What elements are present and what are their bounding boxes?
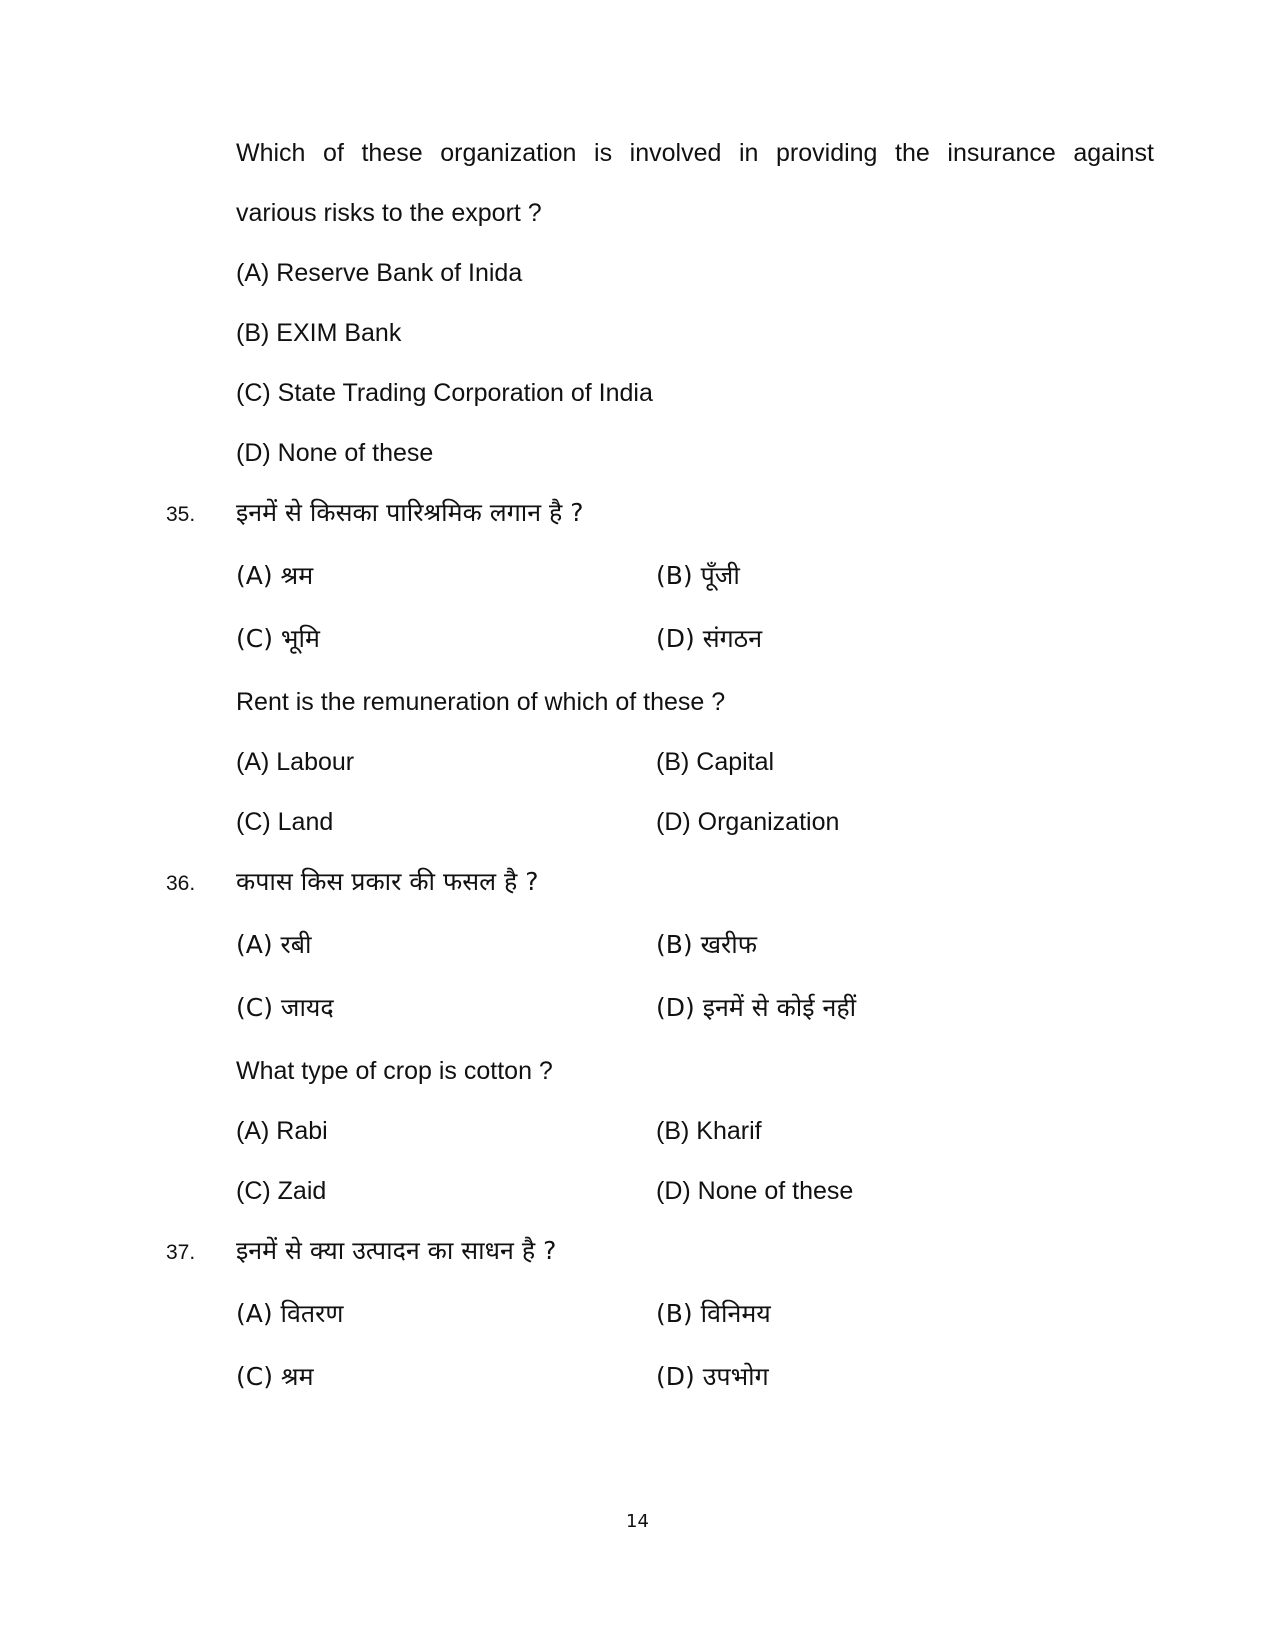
q36-question-english: What type of crop is cotton ?: [236, 1057, 553, 1085]
q36-option-b-hindi: (B) खरीफ: [656, 930, 758, 959]
q35-question-hindi: इनमें से किसका पारिश्रमिक लगान है ?: [236, 498, 584, 527]
q35-option-d: (D) Organization: [656, 808, 840, 836]
q35-option-c-hindi: (C) भूमि: [236, 624, 320, 653]
q34-question-line-2: various risks to the export ?: [236, 199, 542, 227]
q37-number: 37.: [166, 1241, 196, 1264]
q35-option-b-hindi: (B) पूँजी: [656, 561, 740, 590]
q35-option-a: (A) Labour: [236, 748, 355, 776]
q35-option-c: (C) Land: [236, 808, 334, 836]
q34-option-c: (C) State Trading Corporation of India: [236, 379, 653, 407]
q36-option-d-hindi: (D) इनमें से कोई नहीं: [656, 993, 857, 1022]
q35-number: 35.: [166, 503, 196, 526]
q36-number: 36.: [166, 872, 196, 895]
q36-option-d: (D) None of these: [656, 1177, 854, 1205]
q37-question-hindi: इनमें से क्या उत्पादन का साधन है ?: [236, 1236, 557, 1265]
q35-option-a-hindi: (A) श्रम: [236, 561, 314, 590]
q36-option-c-hindi: (C) जायद: [236, 993, 334, 1022]
q34-option-b: (B) EXIM Bank: [236, 319, 402, 347]
page-number: 14: [626, 1511, 649, 1532]
q34-option-a: (A) Reserve Bank of Inida: [236, 259, 523, 287]
q35-question-english: Rent is the remuneration of which of these ?: [236, 688, 726, 716]
q34-question-line-1: Which of these organization is involved in providing the insurance against: [236, 139, 1154, 167]
q35-option-b: (B) Capital: [656, 748, 775, 776]
q36-option-a-hindi: (A) रबी: [236, 930, 312, 959]
q37-option-c-hindi: (C) श्रम: [236, 1362, 314, 1391]
q36-option-c: (C) Zaid: [236, 1177, 327, 1205]
q35-option-d-hindi: (D) संगठन: [656, 624, 763, 653]
q36-option-a: (A) Rabi: [236, 1117, 328, 1145]
q36-option-b: (B) Kharif: [656, 1117, 762, 1145]
q37-option-a-hindi: (A) वितरण: [236, 1299, 344, 1328]
q34-option-d: (D) None of these: [236, 439, 434, 467]
q37-option-d-hindi: (D) उपभोग: [656, 1362, 769, 1391]
q37-option-b-hindi: (B) विनिमय: [656, 1299, 771, 1328]
q36-question-hindi: कपास किस प्रकार की फसल है ?: [236, 867, 539, 896]
